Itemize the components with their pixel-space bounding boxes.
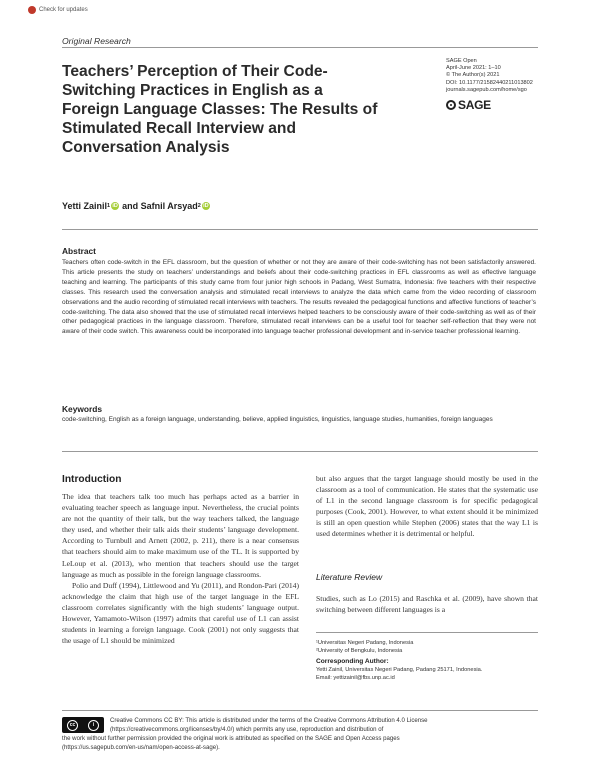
author-joiner: and [122,201,139,211]
keywords-heading: Keywords [62,404,103,414]
author-name: Yetti Zainil [62,201,108,211]
literature-review-heading: Literature Review [316,572,383,582]
corresponding-author-email[interactable]: Email: yettizainil@fbs.unp.ac.id [316,675,395,681]
article-type: Original Research [62,36,131,46]
author-name: Safnil Arsyad [140,201,198,211]
sage-logo [446,98,491,112]
license-line[interactable]: (https://creativecommons.org/licenses/by/4.0/) which permits any use, reproduction and distribution of [110,726,384,734]
header-divider [62,47,538,48]
license-divider [62,710,538,711]
author-divider [62,229,538,230]
introduction-column-1 [62,491,299,646]
license-line: Creative Commons CC BY: This article is distributed under the terms of the Creative Commons Attribution 4.0 License [110,717,428,724]
cc-by-badge[interactable] [62,717,104,733]
orcid-icon[interactable]: iD [112,203,118,209]
attribution-icon: i [88,720,99,731]
body-paragraph: The idea that teachers talk too much has perhaps acted as a barrier in evaluating teacher speech as language input. Nevertheless, the crucial points are not the quantity of their talk, but the way teachers talked, the language they used, and whether their talk aids their students’ language development. According to Turnbull and Arnett (2002, p. 211), there is a near consensus that teachers should aim to make maximum use of the TL. It is supported by LeLoup et al. (2013), who mention that teachers should use the target language as much as possible in the foreign language classrooms. [62,492,299,579]
abstract-section [62,246,536,337]
journal-url[interactable]: journals.sagepub.com/home/sgo [446,86,527,93]
footnotes [316,639,538,682]
body-paragraph: Studies, such as Lo (2015) and Raschka et al. (2009), have shown that switching between different languages is a [316,594,538,615]
copyright: © The Author(s) 2021 [446,72,500,79]
keywords-text: code-switching, English as a foreign language, understanding, believe, applied linguistics, linguistics, language studies, humanities, foreign languages [62,416,493,423]
article-title: Teachers’ Perception of Their Code-Switching Practices in English as a Foreign Language Classes: The Results of Stimulated Recall Interview and Conversation Analysis [62,63,378,156]
check-updates-label: Check for updates [39,7,88,13]
doi[interactable]: DOI: 10.1177/21582440211013802 [446,79,533,86]
affiliation: ¹Universitas Negeri Padang, Indonesia [316,640,414,646]
license-text [110,716,428,734]
license-block [62,716,540,734]
journal-meta [446,58,533,94]
author-line [62,201,213,211]
literature-review-text-block [316,593,538,615]
license-text-continued [62,734,540,752]
body-paragraph: Polio and Duff (1994), Littlewood and Yu (2011), and Rondon-Pari (2014) acknowledge the claim that high use of the target language in the EFL classroom correlates significantly with the high students’ language output. However, Yamamoto-Wilson (1997) admits that careful use of L1 can assist students in learning a foreign language. Cook (2001) not only suggests that the usage of L1 should be minimized [62,580,299,646]
journal-name: SAGE Open [446,58,477,64]
corresponding-author-address: Yetti Zainil, Universitas Negeri Padang, Padang 25171, Indonesia. [316,667,483,673]
sage-mark-icon [446,100,456,110]
sage-logo-text: SAGE [458,98,491,112]
license-line: the work without further permission provided the original work is attributed as specified on the SAGE and Open Access pages [62,735,400,742]
orcid-icon[interactable]: iD [203,203,209,209]
abstract-text: Teachers often code-switch in the EFL classroom, but the question of whether or not they are aware of their code-switching has not been satisfactorily answered. This article presents the study on teachers’ understandings and beliefs about their code-switching practices in EFL classrooms as well as effective language teaching and learning. The participants of this study came from four junior high schools in Padang, West Sumatra, Indonesia: five teachers with their respective classes. This research used the conversation analysis and stimulated recall interviews to analyze the data which came from the video recording of classroom observations and the audio recording of stimulated recall interviews with teachers. The results revealed the pedagogical functions and affective functions of teacher’s code-switching. The data also showed that the use of stimulated recall interviews helped teachers to be consciously aware of their code-switching as well as of their other pedagogical practices in the language classroom. Therefore, stimulated recall interviews can be a useful tool for teacher self-reflection that they were not aware of their code switch. This awareness could be incorporated into language teacher professional development and in-service teacher professional learning. [62,259,536,336]
corresponding-author-heading: Corresponding Author: [316,658,389,665]
license-line[interactable]: (https://us.sagepub.com/en-us/nam/open-access-at-sage). [62,744,220,752]
journal-issue: April-June 2021: 1–10 [446,65,501,72]
body-paragraph: but also argues that the target language should mostly be used in the classroom as a tool of communication. He states that the systematic use of L1 in the second language classroom is for specific pedagogical purposes (Cook, 2001). However, to what extent should it be minimized is still an open question while Stephen (2006) states that the way L1 is used determines whether it is detrimental or helpful. [316,474,538,539]
author-affiliation-mark: 1 [107,203,111,209]
check-for-updates-badge[interactable] [28,6,88,14]
author-affiliation-mark: 2 [197,203,201,209]
affiliation: ²University of Bengkulu, Indonesia [316,648,403,654]
introduction-column-2 [316,473,538,540]
introduction-heading: Introduction [62,474,122,485]
keywords-section [62,404,536,425]
check-updates-icon [28,6,36,14]
cc-icon: cc [67,720,78,731]
footnote-divider [316,632,538,633]
abstract-heading: Abstract [62,246,96,256]
keywords-divider [62,451,538,452]
